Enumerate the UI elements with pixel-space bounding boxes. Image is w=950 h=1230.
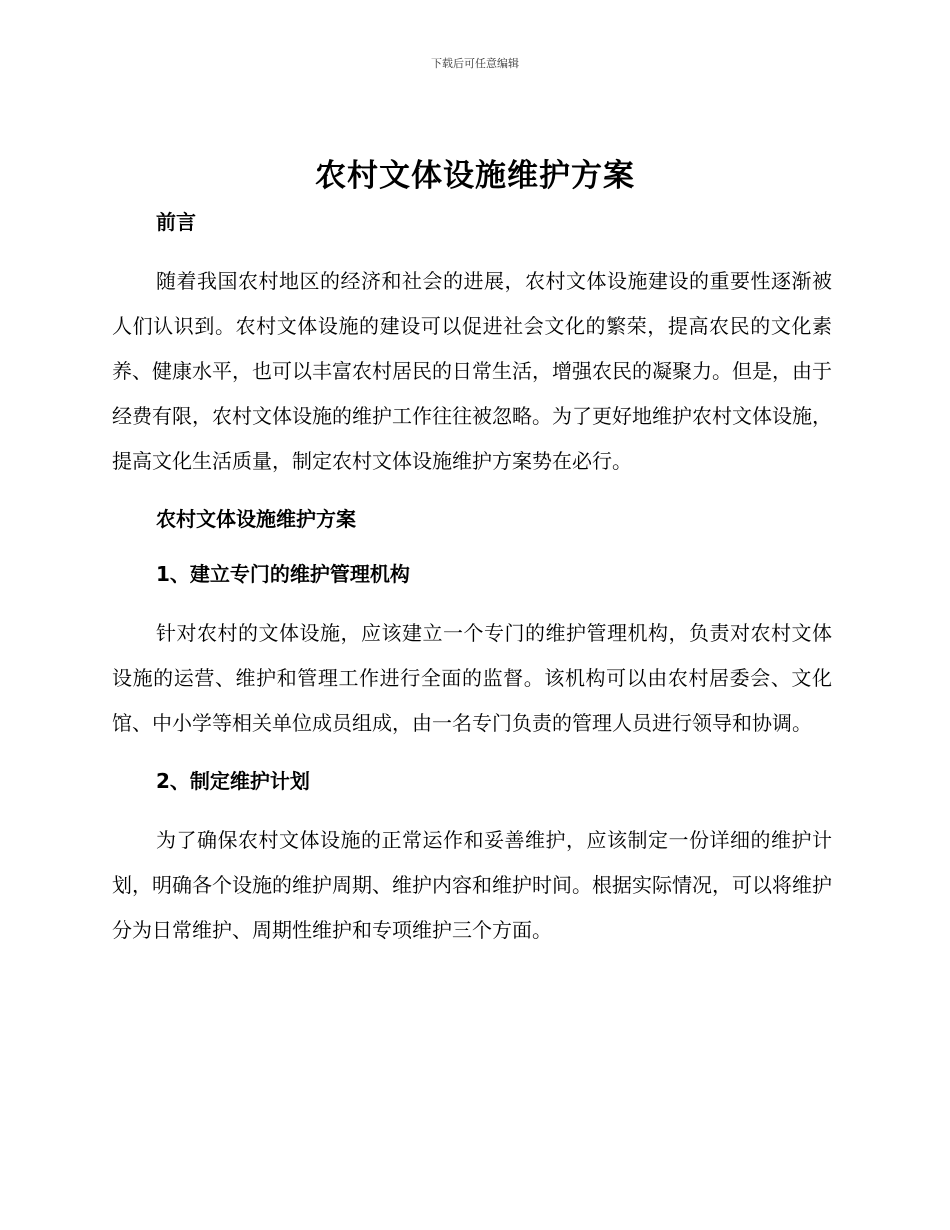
plan-heading: 农村文体设施维护方案 [156, 507, 356, 531]
document-body [112, 204, 832, 953]
item1-heading: 1、建立专门的维护管理机构 [156, 562, 410, 586]
header-note: 下载后可任意编辑 [431, 57, 519, 70]
preface-paragraph: 随着我国农村地区的经济和社会的进展，农村文体设施建设的重要性逐渐被人们认识到。农村文体设施的建设可以促进社会文化的繁荣，提高农民的文化素养、健康水平，也可以丰富农村居民的日常生活，增强农民的凝聚力。但是，由于经费有限，农村文体设施的维护工作往往被忽略。为了更好地维护农村文体设施，提高文化生活质量，制定农村文体设施维护方案势在必行。 [112, 269, 832, 473]
document-title: 农村文体设施维护方案 [315, 158, 635, 194]
item2-paragraph: 为了确保农村文体设施的正常运作和妥善维护，应该制定一份详细的维护计划，明确各个设施的维护周期、维护内容和维护时间。根据实际情况，可以将维护分为日常维护、周期性维护和专项维护三个方面。 [112, 828, 832, 942]
item2-heading: 2、制定维护计划 [156, 769, 310, 793]
item1-paragraph: 针对农村的文体设施，应该建立一个专门的维护管理机构，负责对农村文体设施的运营、维护和管理工作进行全面的监督。该机构可以由农村居委会、文化馆、中小学等相关单位成员组成，由一名专门负责的管理人员进行领导和协调。 [112, 621, 832, 735]
preface-heading: 前言 [156, 210, 196, 234]
